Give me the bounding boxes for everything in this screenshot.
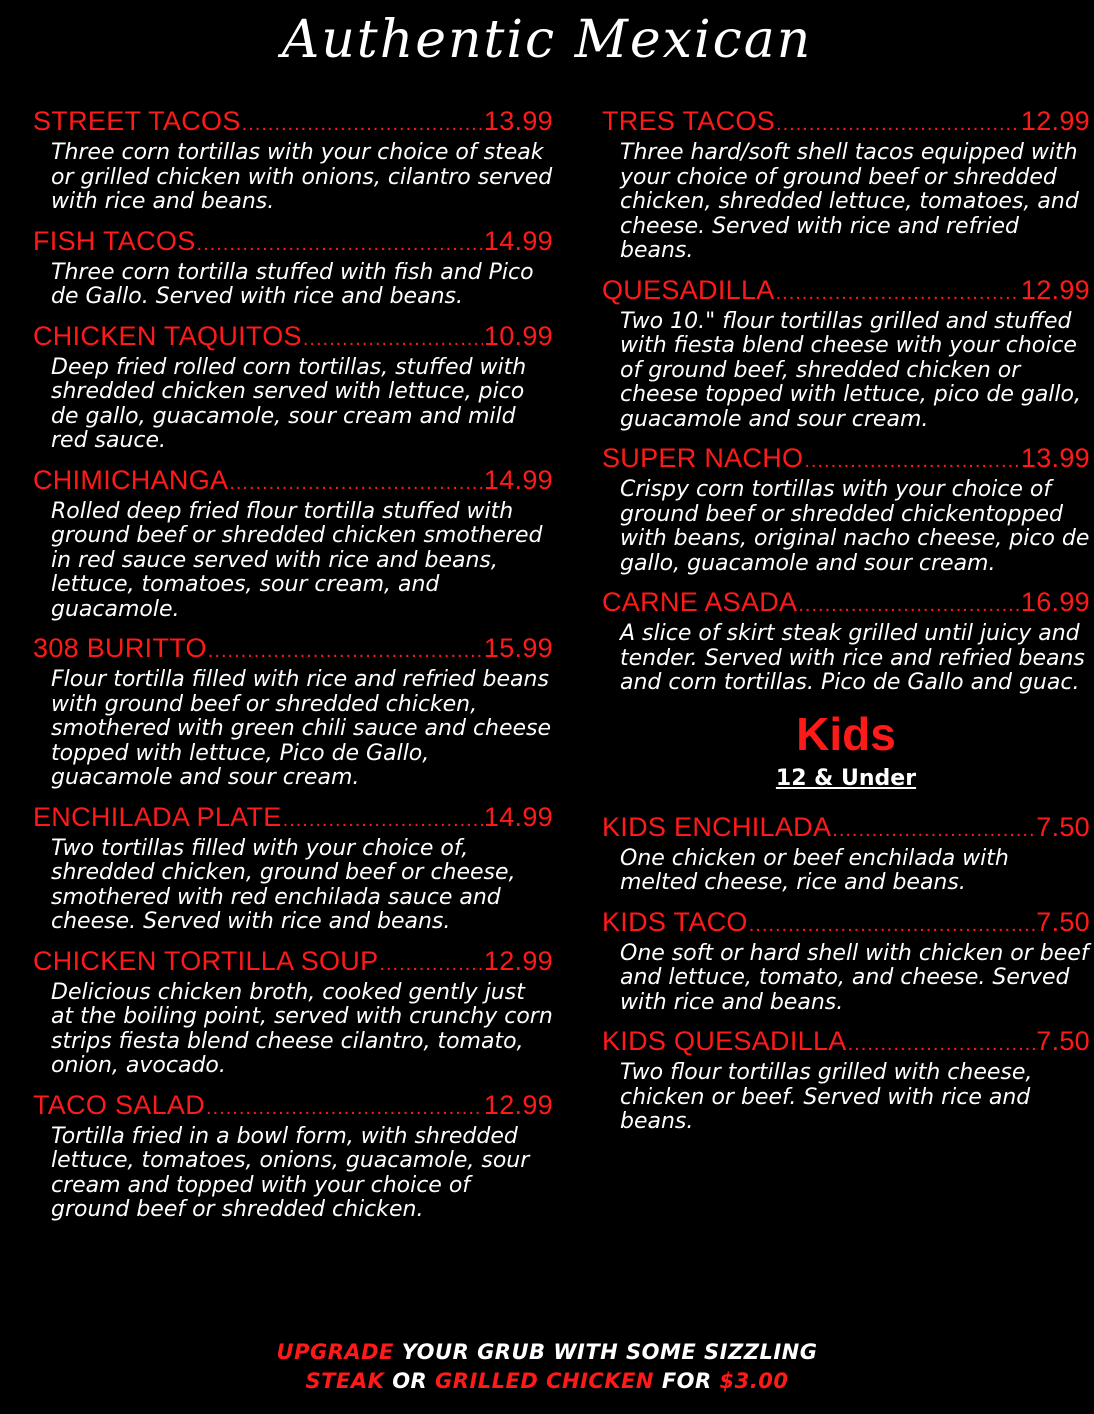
item-price: 14.99	[483, 801, 553, 832]
item-description: One soft or hard shell with chicken or beef and lettuce, tomato, and cheese. Served with rice and beans.	[620, 940, 1089, 1015]
item-price: 15.99	[483, 633, 553, 663]
item-description: Crispy corn tortillas with your choice of ground beef or shredded chickentopped with beans, original nacho cheese, pico de gallo, guacamole and sour cream.	[620, 477, 1090, 576]
grilled-chicken-word: GRILLED CHICKEN	[435, 1369, 655, 1393]
dot-leader	[303, 323, 483, 356]
item-description: Three hard/soft shell tacos equipped with your choice of ground beef or shredded chicken, shredded lettuce, tomatoes, and cheese. Served with rice and refried beans.	[620, 140, 1079, 263]
menu-item	[33, 225, 553, 310]
menu-item	[602, 1025, 1090, 1135]
item-description: Two tortillas filled with your choice of, shredded chicken, ground beef or cheese, smothered with red enchilada sauce and cheese. Served with rice and beans.	[51, 835, 516, 934]
menu-item	[602, 906, 1090, 1016]
item-price: 14.99	[483, 464, 553, 495]
dot-leader	[208, 635, 483, 668]
item-description: Two flour tortillas grilled with cheese, chicken or beef. Served with rice and beans.	[620, 1060, 1033, 1134]
menu-item	[602, 105, 1090, 264]
item-description: One chicken or beef enchilada with melted cheese, rice and beans.	[620, 845, 1009, 895]
item-price: 7.50	[1036, 1026, 1090, 1056]
footer-text: YOUR GRUB WITH SOME SIZZLING	[401, 1340, 818, 1364]
item-price: 10.99	[483, 320, 553, 351]
item-price: 12.99	[1020, 106, 1090, 136]
menu-item	[602, 442, 1090, 576]
dot-leader	[283, 804, 483, 837]
item-price: 12.99	[483, 1089, 553, 1120]
menu-item	[602, 274, 1090, 433]
kids-section-header	[602, 706, 1090, 791]
item-name: QUESADILLA	[602, 274, 775, 305]
right-menu-column	[602, 105, 1090, 1145]
dot-leader	[848, 1028, 1036, 1061]
item-name: TACO SALAD	[33, 1089, 206, 1120]
menu-item	[33, 801, 553, 935]
kids-title: Kids	[796, 707, 896, 760]
item-description: Two 10." flour tortillas grilled and stuffed with fiesta blend cheese with your choice of ground beef, shredded chicken or cheese topped with lettuce, pico de gallo, guacamole and sour cream.	[620, 308, 1081, 432]
footer-or: OR	[392, 1369, 428, 1393]
item-description: Rolled deep fried flour tortilla stuffed with ground beef or shredded chicken smothered in red sauce served with rice and beans, lettuce, tomatoes, sour cream, and guacamole.	[51, 498, 543, 622]
dot-leader	[776, 108, 1020, 141]
footer-line-1	[0, 1338, 1094, 1367]
upgrade-price: $3.00	[719, 1369, 789, 1393]
menu-item	[33, 105, 553, 215]
menu-item	[33, 1089, 553, 1223]
footer-line-2	[0, 1367, 1094, 1396]
dot-leader	[242, 108, 483, 141]
menu-item	[602, 811, 1090, 896]
dot-leader	[804, 445, 1020, 478]
item-name: TRES TACOS	[602, 106, 776, 136]
menu-title: Authentic Mexican	[281, 10, 813, 70]
dot-leader	[379, 948, 483, 981]
item-name: CHIMICHANGA	[33, 464, 229, 495]
menu-item	[33, 945, 553, 1079]
kids-subtitle: 12 & Under	[775, 765, 917, 791]
item-name: KIDS ENCHILADA	[602, 811, 832, 842]
item-name: KIDS TACO	[602, 906, 748, 937]
item-name: 308 BURITTO	[33, 633, 207, 663]
item-price: 14.99	[483, 225, 553, 256]
item-price: 13.99	[483, 106, 553, 136]
item-price: 12.99	[483, 945, 553, 976]
menu-item	[33, 320, 553, 454]
item-name: KIDS QUESADILLA	[602, 1026, 847, 1056]
footer-for: FOR	[661, 1369, 712, 1393]
dot-leader	[776, 277, 1020, 310]
item-description: Three corn tortillas with your choice of steak or grilled chicken with onions, cilantro served with rice and beans.	[51, 140, 553, 214]
upgrade-word: UPGRADE	[276, 1340, 394, 1364]
item-price: 16.99	[1020, 587, 1090, 617]
item-description: Flour tortilla filled with rice and refried beans with ground beef or shredded chicken, smothered with green chili sauce and cheese topped with lettuce, Pico de Gallo, guacamole and sour cream.	[51, 667, 552, 790]
item-description: A slice of skirt steak grilled until juicy and tender. Served with rice and refried beans and corn tortillas. Pico de Gallo and guac.	[620, 621, 1085, 695]
item-price: 13.99	[1020, 443, 1090, 473]
item-name: FISH TACOS	[33, 225, 196, 256]
item-price: 7.50	[1036, 811, 1090, 842]
item-description: Delicious chicken broth, cooked gently just at the boiling point, served with crunchy corn strips fiesta blend cheese cilantro, tomato, onion, avocado.	[51, 979, 553, 1078]
item-description: Tortilla fried in a bowl form, with shredded lettuce, tomatoes, onions, guacamole, sour cream and topped with your choice of ground beef or shredded chicken.	[51, 1123, 530, 1222]
item-name: SUPER NACHO	[602, 443, 804, 473]
dot-leader	[749, 909, 1036, 942]
menu-item	[33, 464, 553, 623]
item-description: Three corn tortilla stuffed with fish and Pico de Gallo. Served with rice and beans.	[51, 259, 534, 309]
item-name: ENCHILADA PLATE	[33, 801, 282, 832]
item-name: CHICKEN TAQUITOS	[33, 320, 302, 351]
menu-item	[33, 632, 553, 791]
item-name: CARNE ASADA	[602, 587, 798, 617]
item-name: STREET TACOS	[33, 106, 241, 136]
dot-leader	[832, 814, 1035, 847]
item-description: Deep fried rolled corn tortillas, stuffed with shredded chicken served with lettuce, pico de gallo, guacamole, sour cream and mild red sauce.	[51, 354, 527, 453]
dot-leader	[206, 1092, 483, 1125]
dot-leader	[197, 228, 483, 261]
left-menu-column	[33, 105, 553, 1233]
item-name: CHICKEN TORTILLA SOUP	[33, 945, 379, 976]
menu-item	[602, 586, 1090, 696]
steak-word: STEAK	[305, 1369, 385, 1393]
item-price: 12.99	[1020, 274, 1090, 305]
dot-leader	[229, 467, 483, 500]
dot-leader	[798, 589, 1020, 622]
upgrade-footer	[0, 1338, 1094, 1396]
item-price: 7.50	[1036, 906, 1090, 937]
